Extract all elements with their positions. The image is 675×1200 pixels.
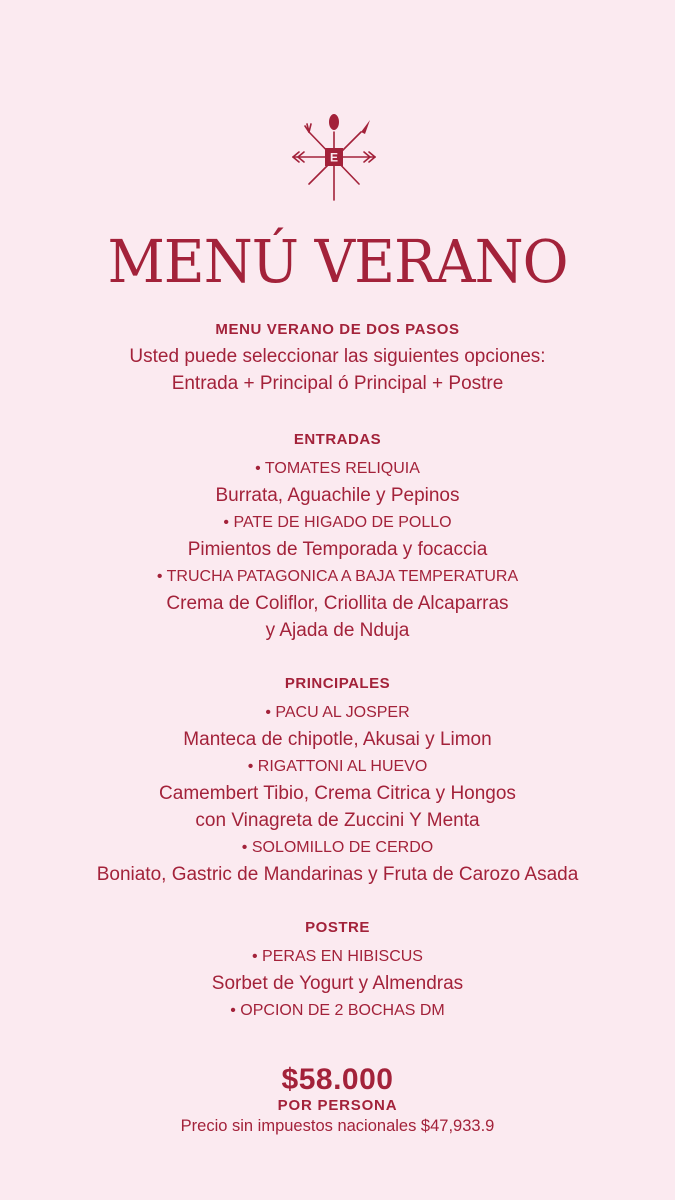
section-heading: ENTRADAS (293, 431, 382, 448)
intro-block (0, 320, 675, 397)
dish-name: • SOLOMILLO DE CERDO (241, 839, 434, 856)
dish-description: Sorbet de Yogurt y Almendras (211, 973, 464, 994)
price-per-person: POR PERSONA (277, 1097, 398, 1114)
dish-description: Burrata, Aguachile y Pepinos (215, 485, 460, 506)
section-entradas (0, 429, 675, 644)
intro-kicker: MENU VERANO DE DOS PASOS (215, 321, 460, 338)
price-tax-note: Precio sin impuestos nacionales $47,933.9 (180, 1117, 495, 1135)
dish-description: Crema de Coliflor, Criollita de Alcaparras (166, 593, 509, 614)
dish-description: Pimientos de Temporada y focaccia (187, 539, 488, 560)
dish-name: • OPCION DE 2 BOCHAS DM (230, 1002, 445, 1019)
section-principales (0, 673, 675, 888)
dish-name: • PERAS EN HIBISCUS (252, 948, 423, 965)
dish-name: • TOMATES RELIQUIA (255, 460, 420, 477)
dish-name: • TRUCHA PATAGONICA A BAJA TEMPERATURA (156, 568, 519, 585)
dish-name: • PATE DE HIGADO DE POLLO (223, 514, 452, 531)
price-block (0, 1062, 675, 1138)
dish-name: • RIGATTONI AL HUEVO (247, 758, 428, 775)
dish-name: • PACU AL JOSPER (265, 704, 410, 721)
dish-description: Boniato, Gastric de Mandarinas y Fruta de Carozo Asada (96, 864, 579, 885)
dish-description: Camembert Tibio, Crema Citrica y Hongos (159, 783, 516, 804)
intro-line: Entrada + Principal ó Principal + Postre (171, 373, 504, 394)
section-heading: POSTRE (305, 919, 370, 936)
dish-description: y Ajada de Nduja (265, 620, 410, 641)
section-heading: PRINCIPALES (284, 675, 391, 692)
section-postre (0, 917, 675, 1024)
intro-line: Usted puede seleccionar las siguientes opciones: (129, 346, 546, 367)
dish-description: Manteca de chipotle, Akusai y Limon (183, 729, 492, 750)
menu-title: MENÚ VERANO (107, 228, 568, 297)
price-amount: $58.000 (281, 1063, 394, 1096)
dish-description: con Vinagreta de Zuccini Y Menta (195, 810, 480, 831)
crossed-utensils-emblem-icon (287, 112, 387, 204)
logo-letter: E (329, 150, 339, 165)
